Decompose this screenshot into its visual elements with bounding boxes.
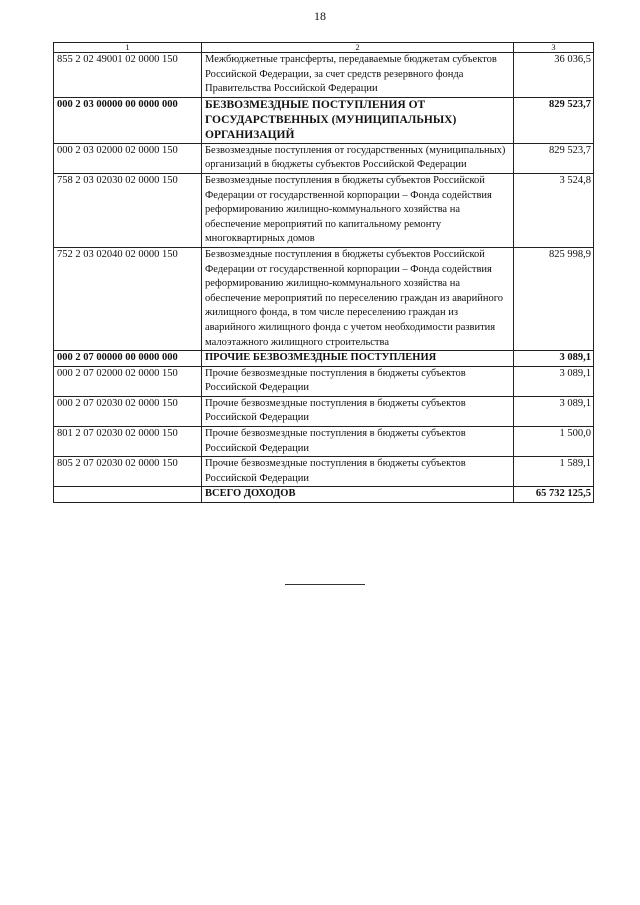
separator-line [285, 584, 365, 585]
budget-code-cell: 752 2 03 02040 02 0000 150 [54, 247, 202, 350]
table-row [54, 366, 594, 396]
revenue-table [53, 42, 594, 503]
table-row [54, 173, 594, 247]
amount-cell: 1 589,1 [514, 457, 594, 487]
amount-cell: 36 036,5 [514, 53, 594, 98]
revenue-name-cell: Межбюджетные трансферты, передаваемые бюджетам субъектов Российской Федерации, за счет средств резервного фонда Правительства Российской Федерации [202, 53, 514, 98]
table-row [54, 351, 594, 367]
table-row [54, 457, 594, 487]
revenue-name-cell: ВСЕГО ДОХОДОВ [202, 487, 514, 503]
amount-cell: 829 523,7 [514, 143, 594, 173]
amount-cell: 829 523,7 [514, 97, 594, 143]
revenue-name-cell: Прочие безвозмездные поступления в бюджеты субъектов Российской Федерации [202, 396, 514, 426]
amount-cell: 65 732 125,5 [514, 487, 594, 503]
budget-code-cell: 000 2 03 00000 00 0000 000 [54, 97, 202, 143]
total-row [54, 487, 594, 503]
table-row [54, 247, 594, 350]
revenue-name-cell: ПРОЧИЕ БЕЗВОЗМЕЗДНЫЕ ПОСТУПЛЕНИЯ [202, 351, 514, 367]
amount-cell: 825 998,9 [514, 247, 594, 350]
revenue-name-cell: БЕЗВОЗМЕЗДНЫЕ ПОСТУПЛЕНИЯ ОТ ГОСУДАРСТВЕННЫХ (МУНИЦИПАЛЬНЫХ) ОРГАНИЗАЦИЙ [202, 97, 514, 143]
amount-cell: 3 524,8 [514, 173, 594, 247]
table-header-row [54, 43, 594, 53]
budget-code-cell: 758 2 03 02030 02 0000 150 [54, 173, 202, 247]
budget-code-cell [54, 487, 202, 503]
page-number: 18 [314, 9, 326, 23]
table-row [54, 427, 594, 457]
amount-cell: 3 089,1 [514, 351, 594, 367]
budget-code-cell: 805 2 07 02030 02 0000 150 [54, 457, 202, 487]
budget-code-cell: 801 2 07 02030 02 0000 150 [54, 427, 202, 457]
column-number-3: 3 [514, 43, 594, 53]
column-number-1: 1 [54, 43, 202, 53]
table-row [54, 143, 594, 173]
budget-code-cell: 000 2 07 02030 02 0000 150 [54, 396, 202, 426]
revenue-name-cell: Безвозмездные поступления в бюджеты субъектов Российской Федерации от государственной корпорации – Фонда содействия реформированию жилищно-коммунального хозяйства на обеспечение мероприятий по капитальному ремонту многоквартирных домов [202, 173, 514, 247]
table-row [54, 97, 594, 143]
revenue-name-cell: Безвозмездные поступления в бюджеты субъектов Российской Федерации от государственной корпорации – Фонда содействия реформированию жилищно-коммунального хозяйства на обеспечение мероприятий по переселению граждан из аварийного жилищного фонда, в том числе переселению граждан из аварийного жилищного фонда с учетом необходимости развития малоэтажного жилищного строительства [202, 247, 514, 350]
table-row [54, 53, 594, 98]
budget-code-cell: 000 2 03 02000 02 0000 150 [54, 143, 202, 173]
amount-cell: 3 089,1 [514, 396, 594, 426]
revenue-name-cell: Безвозмездные поступления от государственных (муниципальных) организаций в бюджеты субъектов Российской Федерации [202, 143, 514, 173]
amount-cell: 3 089,1 [514, 366, 594, 396]
amount-cell: 1 500,0 [514, 427, 594, 457]
revenue-name-cell: Прочие безвозмездные поступления в бюджеты субъектов Российской Федерации [202, 427, 514, 457]
revenue-name-cell: Прочие безвозмездные поступления в бюджеты субъектов Российской Федерации [202, 366, 514, 396]
column-number-2: 2 [202, 43, 514, 53]
revenue-name-cell: Прочие безвозмездные поступления в бюджеты субъектов Российской Федерации [202, 457, 514, 487]
budget-code-cell: 000 2 07 00000 00 0000 000 [54, 351, 202, 367]
budget-code-cell: 855 2 02 49001 02 0000 150 [54, 53, 202, 98]
budget-code-cell: 000 2 07 02000 02 0000 150 [54, 366, 202, 396]
table-row [54, 396, 594, 426]
